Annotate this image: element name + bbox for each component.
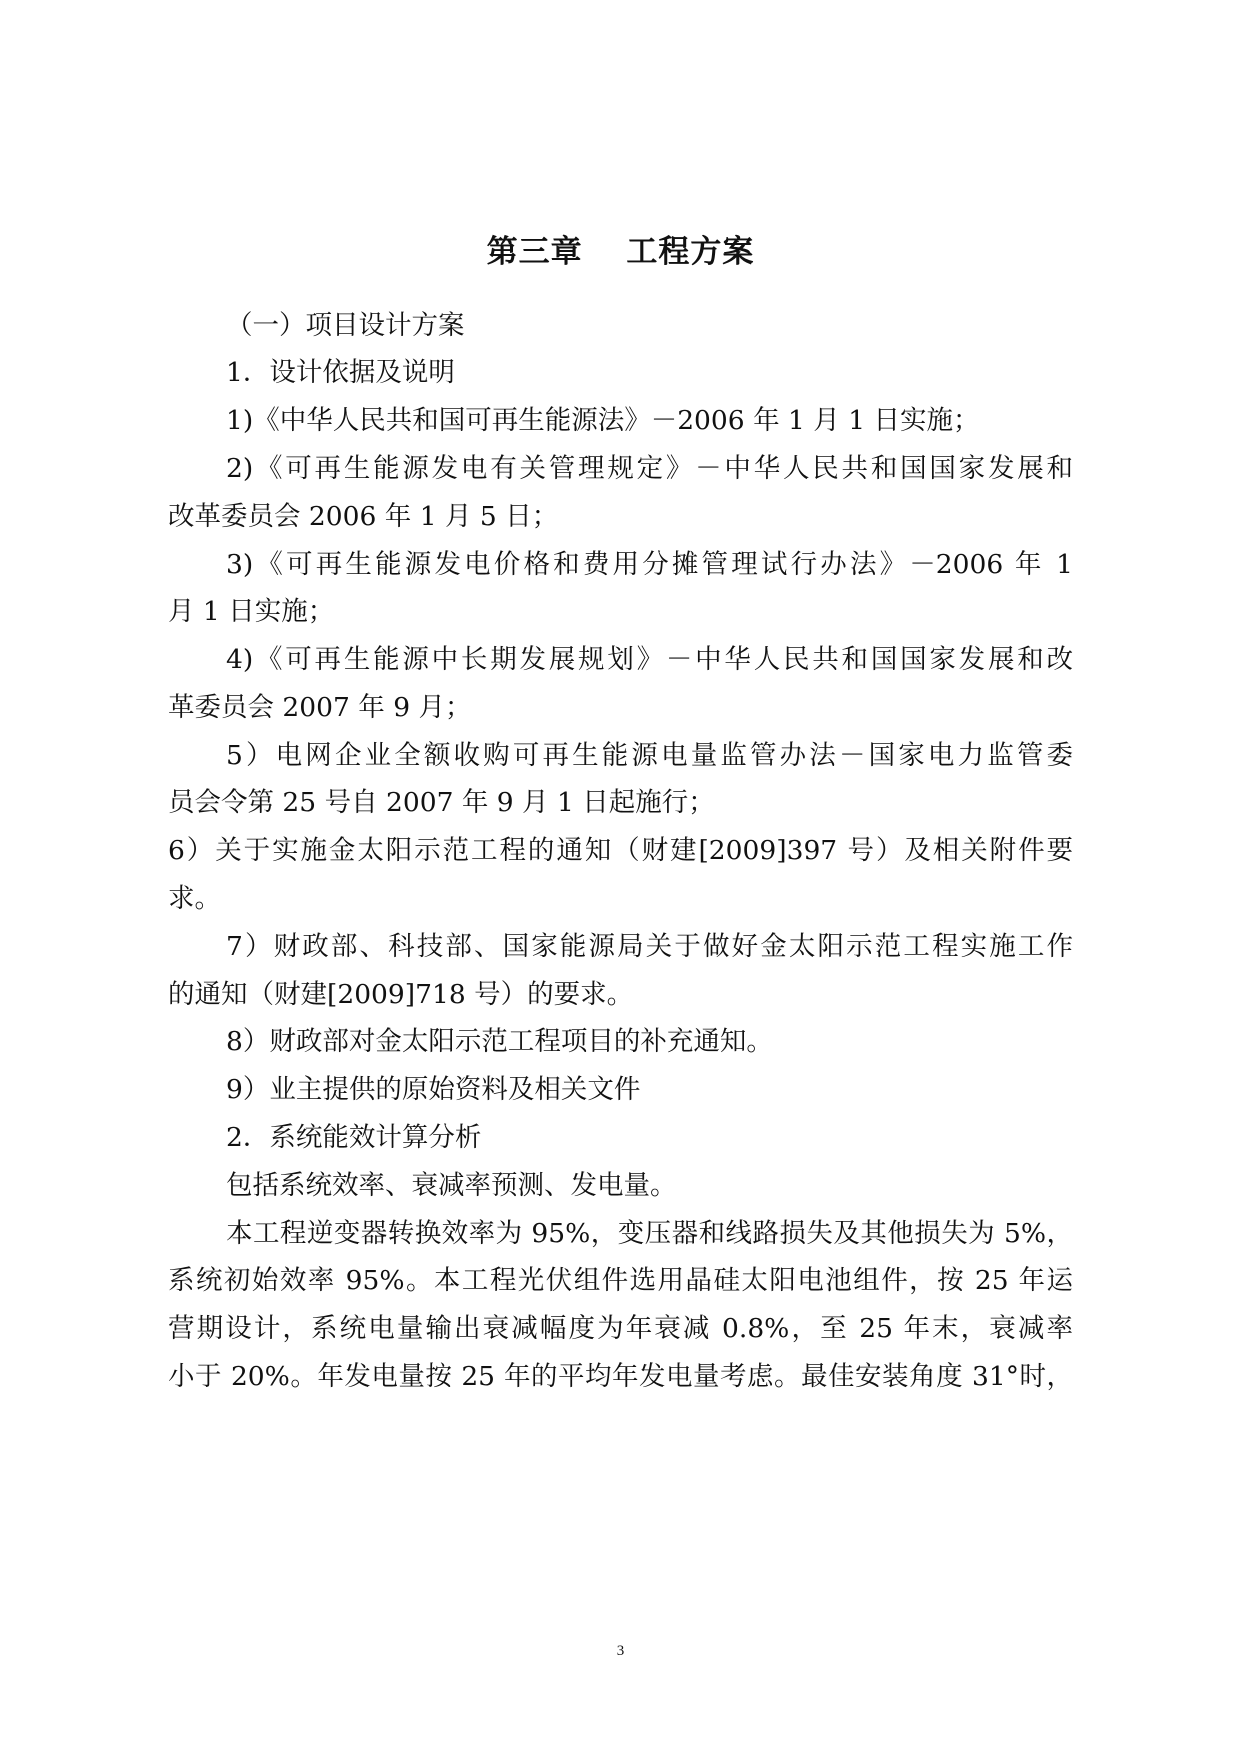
reference-item-cont: 员会令第 25 号自 2007 年 9 月 1 日起施行； <box>168 787 715 818</box>
reference-item: 2)《可再生能源发电有关管理规定》－中华人民共和国国家发展和 <box>226 453 1073 484</box>
reference-item: 3)《可再生能源发电价格和费用分摊管理试行办法》－2006 年 1 <box>226 549 1073 580</box>
chapter-title: 第三章 工程方案 <box>486 234 755 270</box>
reference-item-cont: 月 1 日实施； <box>168 596 335 627</box>
subsection-heading: 2．系统能效计算分析 <box>226 1122 482 1153</box>
reference-item: 1)《中华人民共和国可再生能源法》－2006 年 1 月 1 日实施； <box>226 405 980 436</box>
paragraph-line: 本工程逆变器转换效率为 95%，变压器和线路损失及其他损失为 5%， <box>226 1218 1073 1249</box>
reference-item: 6）关于实施金太阳示范工程的通知（财建[2009]397 号）及相关附件要 <box>168 835 1073 866</box>
reference-item: 4)《可再生能源中长期发展规划》－中华人民共和国国家发展和改 <box>226 644 1073 675</box>
reference-item-cont: 求。 <box>168 883 221 914</box>
page-number: 3 <box>616 1643 625 1659</box>
section-heading: （一）项目设计方案 <box>226 310 465 341</box>
reference-item: 7）财政部、科技部、国家能源局关于做好金太阳示范工程实施工作 <box>226 931 1073 962</box>
reference-item: 9）业主提供的原始资料及相关文件 <box>226 1074 641 1105</box>
paragraph-line: 营期设计，系统电量输出衰减幅度为年衰减 0.8%，至 25 年末，衰减率 <box>168 1313 1073 1344</box>
reference-item-cont: 革委员会 2007 年 9 月； <box>168 692 472 723</box>
reference-item: 8）财政部对金太阳示范工程项目的补充通知。 <box>226 1026 773 1057</box>
reference-item: 5）电网企业全额收购可再生能源电量监管办法－国家电力监管委 <box>226 740 1073 771</box>
reference-item-cont: 的通知（财建[2009]718 号）的要求。 <box>168 979 634 1010</box>
paragraph-line: 系统初始效率 95%。本工程光伏组件选用晶硅太阳电池组件，按 25 年运 <box>168 1265 1073 1296</box>
paragraph-line: 包括系统效率、衰减率预测、发电量。 <box>226 1170 677 1201</box>
paragraph-line: 小于 20%。年发电量按 25 年的平均年发电量考虑。最佳安装角度 31°时， <box>168 1361 1073 1392</box>
subsection-heading: 1．设计依据及说明 <box>226 357 455 388</box>
reference-item-cont: 改革委员会 2006 年 1 月 5 日； <box>168 501 559 532</box>
